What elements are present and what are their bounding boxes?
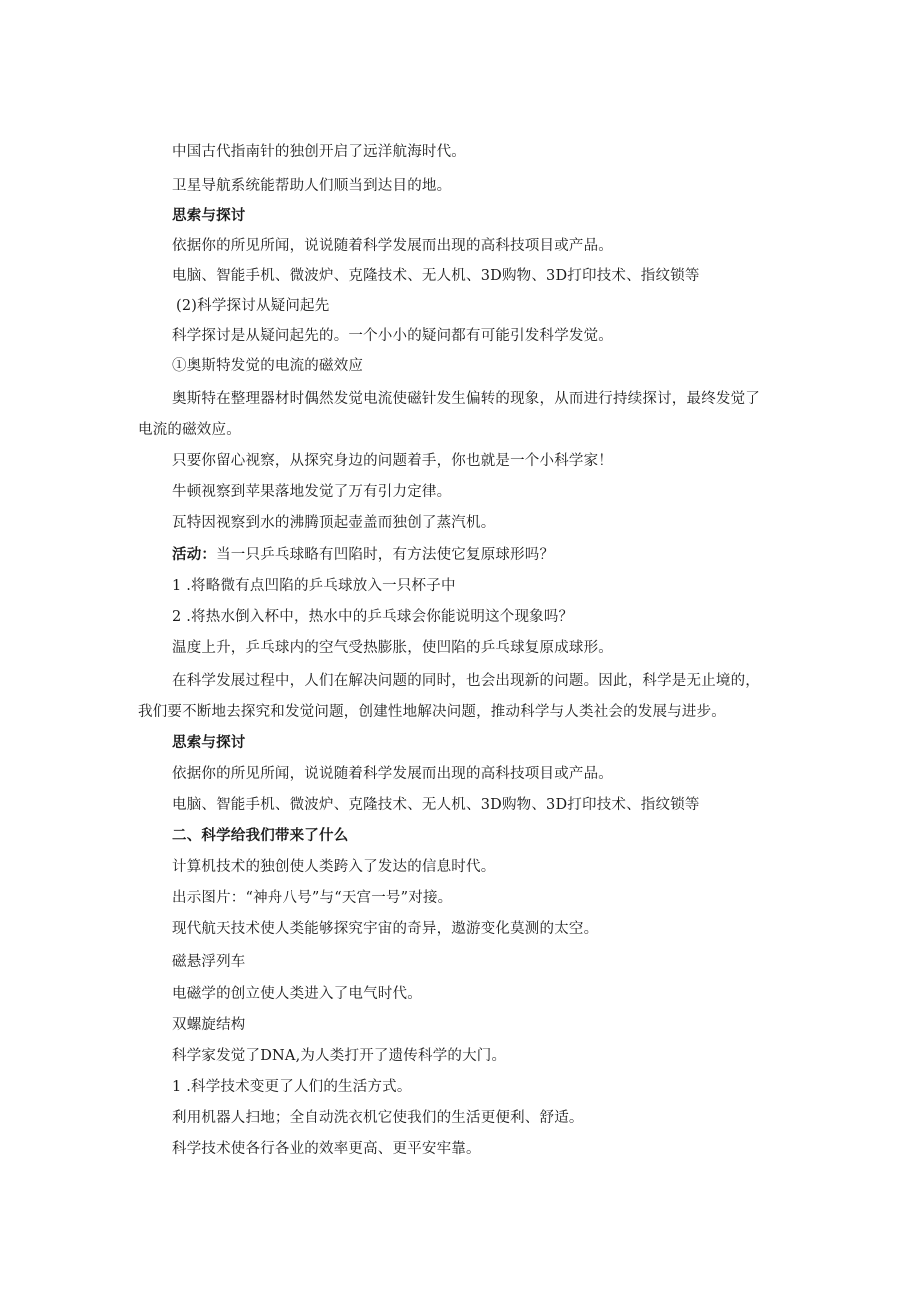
paragraph-science-endless-line1: 在科学发展过程中，人们在解决问题的同时，也会出现新的问题。因此，科学是无止境的，	[172, 673, 760, 689]
heading-think-discuss-1: 思索与探讨	[172, 208, 246, 224]
paragraph-computer: 计算机技术的独创使人类跨入了发达的信息时代。	[172, 859, 496, 875]
paragraph-science-from-doubt: 科学探讨是从疑问起先的。一个小小的疑问都有可能引发科学发觉。	[172, 328, 613, 344]
paragraph-hightech-list-1: 电脑、智能手机、微波炉、克隆技术、无人机、3D购物、3D打印技术、指纹锁等	[172, 268, 700, 284]
subheading-oersted: ①奥斯特发觉的电流的磁效应	[172, 358, 364, 374]
paragraph-compass: 中国古代指南针的独创开启了远洋航海时代。	[172, 144, 466, 160]
list-item-step-1: 1 .将略微有点凹陷的乒乓球放入一只杯子中	[172, 578, 456, 594]
subheading-science-from-doubt: (2)科学探讨从疑问起先	[176, 298, 330, 314]
paragraph-shenzhou-image: 出示图片：“神舟八号”与“天宫一号”对接。	[172, 890, 453, 906]
paragraph-newton: 牛顿视察到苹果落地发觉了万有引力定律。	[172, 484, 452, 500]
list-item-step-2: 2 .将热水倒入杯中，热水中的乒乓球会你能说明这个现象吗？	[172, 609, 574, 625]
heading-section-two: 二、科学给我们带来了什么	[172, 828, 349, 844]
paragraph-question-hightech-1: 依据你的所见所闻，说说随着科学发展而出现的高科技项目或产品。	[172, 238, 613, 254]
paragraph-oersted-line1: 奥斯特在整理器材时偶然发觉电流使磁针发生偏转的现象，从而进行持续探讨，最终发觉了	[172, 391, 760, 407]
paragraph-efficiency: 科学技术使各行各业的效率更高、更平安牢靠。	[172, 1141, 481, 1157]
paragraph-activity	[172, 545, 554, 565]
paragraph-science-endless-line2: 我们要不断地去探究和发觉问题，创建性地解决问题，推动科学与人类社会的发展与进步。	[138, 704, 726, 720]
activity-question: 当一只乒乓球略有凹陷时，有方法使它复原球形吗？	[216, 547, 555, 563]
list-item-lifestyle: 1 .科学技术变更了人们的生活方式。	[172, 1079, 412, 1095]
paragraph-satellite-navigation: 卫星导航系统能帮助人们顺当到达目的地。	[172, 178, 452, 194]
paragraph-question-hightech-2: 依据你的所见所闻，说说随着科学发展而出现的高科技项目或产品。	[172, 766, 613, 782]
paragraph-little-scientist: 只要你留心视察，从探究身边的问题着手，你也就是一个小科学家！	[172, 453, 613, 469]
paragraph-maglev: 磁悬浮列车	[172, 954, 246, 970]
paragraph-aerospace: 现代航天技术使人类能够探究宇宙的奇异，遨游变化莫测的太空。	[172, 921, 599, 937]
paragraph-dna: 科学家发觉了DNA,为人类打开了遗传科学的大门。	[172, 1048, 507, 1064]
paragraph-oersted-line2: 电流的磁效应。	[138, 422, 241, 438]
paragraph-electromagnetism: 电磁学的创立使人类进入了电气时代。	[172, 986, 422, 1002]
paragraph-explanation: 温度上升，乒乓球内的空气受热膨胀，使凹陷的乒乓球复原成球形。	[172, 640, 613, 656]
paragraph-watt: 瓦特因视察到水的沸腾顶起壶盖而独创了蒸汽机。	[172, 515, 496, 531]
paragraph-hightech-list-2: 电脑、智能手机、微波炉、克隆技术、无人机、3D购物、3D打印技术、指纹锁等	[172, 797, 700, 813]
heading-think-discuss-2: 思索与探讨	[172, 735, 246, 751]
activity-label: 活动：	[172, 547, 217, 563]
paragraph-robot-laundry: 利用机器人扫地；全自动洗衣机它使我们的生活更便利、舒适。	[172, 1110, 584, 1126]
paragraph-double-helix: 双螺旋结构	[172, 1017, 246, 1033]
